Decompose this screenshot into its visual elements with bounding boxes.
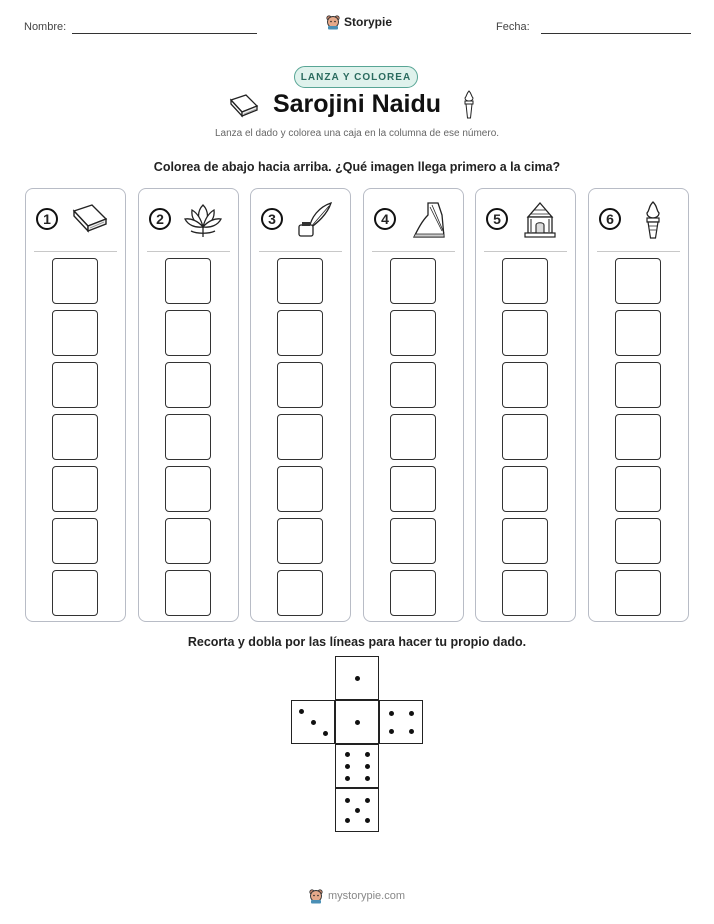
activity-badge: LANZA Y COLOREA — [294, 66, 418, 88]
die-pip — [409, 711, 414, 716]
column-divider — [259, 251, 342, 252]
die-pip — [365, 752, 370, 757]
page-title: Sarojini Naidu — [272, 90, 442, 118]
color-box[interactable] — [52, 466, 98, 512]
color-box[interactable] — [165, 466, 211, 512]
color-box[interactable] — [615, 570, 661, 616]
torch-icon — [633, 201, 673, 239]
color-box[interactable] — [502, 310, 548, 356]
color-box[interactable] — [165, 570, 211, 616]
die-pip — [323, 731, 328, 736]
column-4 — [363, 188, 464, 622]
column-3 — [250, 188, 351, 622]
footer — [0, 888, 714, 904]
die-face-4 — [379, 700, 423, 744]
color-box[interactable] — [165, 518, 211, 564]
quill-inkpot-icon — [295, 201, 335, 239]
color-box[interactable] — [390, 362, 436, 408]
torch-icon — [462, 90, 476, 120]
die-pip — [365, 776, 370, 781]
color-box[interactable] — [277, 518, 323, 564]
column-number: 1 — [36, 208, 58, 230]
die-face-6 — [335, 744, 379, 788]
color-box[interactable] — [165, 414, 211, 460]
footer-url[interactable]: mystorypie.com — [327, 890, 406, 902]
die-pip — [345, 798, 350, 803]
brand-name: Storypie — [344, 15, 393, 29]
color-box[interactable] — [390, 466, 436, 512]
date-label: Fecha: — [496, 21, 530, 33]
die-face-5 — [335, 788, 379, 832]
die-pip — [355, 808, 360, 813]
die-pip — [409, 729, 414, 734]
name-field[interactable] — [72, 33, 257, 34]
color-box[interactable] — [277, 466, 323, 512]
name-label: Nombre: — [24, 21, 67, 33]
die-pip — [311, 720, 316, 725]
page-subtitle: Lanza el dado y colorea una caja en la columna de ese número. — [214, 128, 500, 139]
column-6 — [588, 188, 689, 622]
column-number: 5 — [486, 208, 508, 230]
color-box[interactable] — [390, 258, 436, 304]
die-pip — [345, 752, 350, 757]
die-pip — [365, 818, 370, 823]
color-box[interactable] — [165, 310, 211, 356]
die-pip — [345, 818, 350, 823]
die-face-3 — [291, 700, 335, 744]
lotus-icon — [183, 201, 223, 239]
color-box[interactable] — [277, 258, 323, 304]
color-box[interactable] — [52, 518, 98, 564]
color-box[interactable] — [615, 310, 661, 356]
column-number: 3 — [261, 208, 283, 230]
color-box[interactable] — [52, 570, 98, 616]
color-box[interactable] — [615, 362, 661, 408]
brand-logo — [326, 14, 392, 30]
color-box[interactable] — [615, 518, 661, 564]
color-box[interactable] — [502, 362, 548, 408]
book-icon — [70, 201, 110, 239]
die-pip — [365, 798, 370, 803]
color-box[interactable] — [277, 362, 323, 408]
die-pip — [355, 676, 360, 681]
die-pip — [365, 764, 370, 769]
color-box[interactable] — [390, 414, 436, 460]
column-divider — [597, 251, 680, 252]
color-box[interactable] — [390, 310, 436, 356]
column-divider — [34, 251, 117, 252]
die-pip — [299, 709, 304, 714]
column-divider — [372, 251, 455, 252]
color-box[interactable] — [52, 310, 98, 356]
column-1 — [25, 188, 126, 622]
column-number: 4 — [374, 208, 396, 230]
color-box[interactable] — [277, 570, 323, 616]
color-box[interactable] — [52, 258, 98, 304]
color-box[interactable] — [502, 414, 548, 460]
color-box[interactable] — [502, 518, 548, 564]
column-5 — [475, 188, 576, 622]
color-box[interactable] — [615, 414, 661, 460]
color-box[interactable] — [277, 310, 323, 356]
die-pip — [389, 711, 394, 716]
color-box[interactable] — [615, 258, 661, 304]
color-box[interactable] — [502, 570, 548, 616]
die-pip — [389, 729, 394, 734]
die-pip — [355, 720, 360, 725]
color-box[interactable] — [390, 570, 436, 616]
column-divider — [147, 251, 230, 252]
bear-logo-icon — [309, 888, 323, 904]
color-box[interactable] — [277, 414, 323, 460]
color-box[interactable] — [52, 414, 98, 460]
column-number: 6 — [599, 208, 621, 230]
die-instruction: Recorta y dobla por las líneas para hacer tu propio dado. — [187, 635, 527, 649]
die-face-1 — [335, 700, 379, 744]
color-box[interactable] — [502, 258, 548, 304]
date-field[interactable] — [541, 33, 691, 34]
color-box[interactable] — [165, 362, 211, 408]
die-pip — [345, 776, 350, 781]
temple-icon — [520, 201, 560, 239]
die-pip — [345, 764, 350, 769]
color-box[interactable] — [615, 466, 661, 512]
saree-icon — [408, 201, 448, 239]
die-face-1 — [335, 656, 379, 700]
color-box[interactable] — [52, 362, 98, 408]
column-number: 2 — [149, 208, 171, 230]
column-2 — [138, 188, 239, 622]
board-instruction: Colorea de abajo hacia arriba. ¿Qué imagen llega primero a la cima? — [153, 160, 561, 174]
color-box[interactable] — [390, 518, 436, 564]
bear-logo-icon — [326, 14, 340, 30]
column-divider — [484, 251, 567, 252]
color-box[interactable] — [165, 258, 211, 304]
color-box[interactable] — [502, 466, 548, 512]
